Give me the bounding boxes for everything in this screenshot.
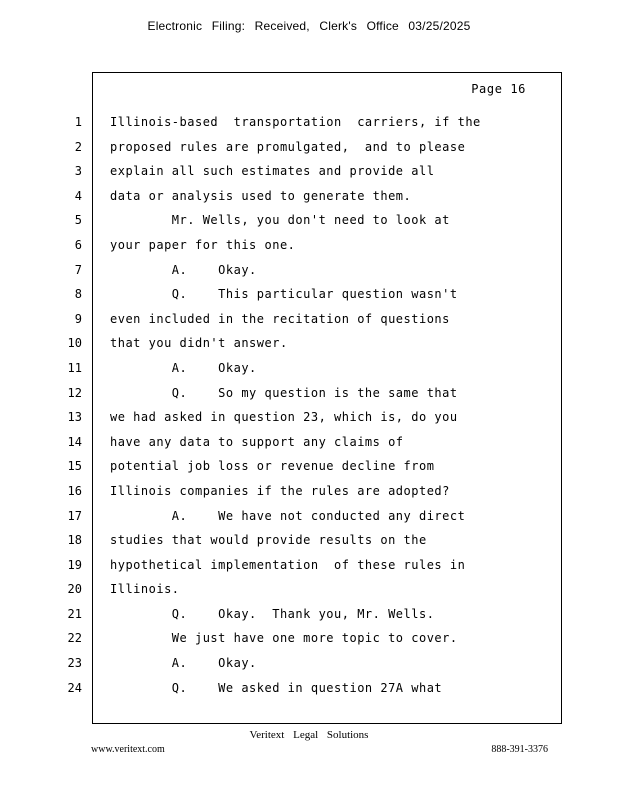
transcript-line bbox=[0, 626, 618, 651]
line-text: Q. Okay. Thank you, Mr. Wells. bbox=[110, 606, 435, 621]
line-text: have any data to support any claims of bbox=[110, 434, 404, 449]
transcript-line bbox=[0, 651, 618, 676]
transcript-line bbox=[0, 159, 618, 184]
transcript-line bbox=[0, 208, 618, 233]
transcript-line bbox=[0, 356, 618, 381]
line-number: 23 bbox=[67, 656, 82, 671]
line-text: We just have one more topic to cover. bbox=[110, 631, 458, 646]
line-text: A. Okay. bbox=[110, 656, 257, 671]
line-text: that you didn't answer. bbox=[110, 336, 288, 351]
line-text: A. Okay. bbox=[110, 262, 257, 277]
transcript-line bbox=[0, 405, 618, 430]
line-number: 5 bbox=[74, 213, 82, 228]
line-text: your paper for this one. bbox=[110, 237, 296, 252]
line-number: 6 bbox=[74, 237, 82, 252]
line-text: Q. So my question is the same that bbox=[110, 385, 458, 400]
line-number: 7 bbox=[74, 262, 82, 277]
line-text: A. We have not conducted any direct bbox=[110, 508, 466, 523]
line-text: even included in the recitation of questions bbox=[110, 311, 450, 326]
line-number: 17 bbox=[67, 508, 82, 523]
line-number: 14 bbox=[67, 434, 82, 449]
line-number: 20 bbox=[67, 582, 82, 597]
transcript-line bbox=[0, 258, 618, 283]
transcript-line bbox=[0, 676, 618, 701]
transcript-line bbox=[0, 233, 618, 258]
line-text: explain all such estimates and provide all bbox=[110, 164, 435, 179]
line-number: 1 bbox=[74, 115, 82, 129]
line-number: 10 bbox=[67, 336, 82, 351]
line-text: proposed rules are promulgated, and to please bbox=[110, 139, 466, 154]
line-number: 18 bbox=[67, 533, 82, 548]
transcript-line bbox=[0, 602, 618, 627]
line-text: Illinois. bbox=[110, 582, 180, 597]
transcript-line bbox=[0, 577, 618, 602]
transcript-line bbox=[0, 331, 618, 356]
line-text: studies that would provide results on the bbox=[110, 533, 427, 548]
line-number: 16 bbox=[67, 483, 82, 498]
line-text: we had asked in question 23, which is, do you bbox=[110, 410, 458, 425]
line-number: 19 bbox=[67, 557, 82, 572]
transcript-line bbox=[0, 504, 618, 529]
line-number: 24 bbox=[67, 680, 82, 695]
transcript-line bbox=[0, 553, 618, 578]
filing-stamp: Electronic Filing: Received, Clerk's Office 03/25/2025 bbox=[147, 19, 471, 33]
line-number: 3 bbox=[74, 164, 82, 179]
line-text: Illinois companies if the rules are adopted? bbox=[110, 483, 450, 498]
transcript-line bbox=[0, 430, 618, 455]
line-text: Q. This particular question wasn't bbox=[110, 287, 458, 302]
line-number: 12 bbox=[67, 385, 82, 400]
footer-company: Veritext Legal Solutions bbox=[249, 729, 369, 741]
transcript-line bbox=[0, 135, 618, 160]
line-number: 13 bbox=[67, 410, 82, 425]
line-text: potential job loss or revenue decline from bbox=[110, 459, 435, 474]
line-number: 8 bbox=[74, 287, 82, 302]
transcript-line bbox=[0, 307, 618, 332]
transcript-line bbox=[0, 381, 618, 406]
line-number: 2 bbox=[74, 139, 82, 154]
line-number: 22 bbox=[67, 631, 82, 646]
line-text: data or analysis used to generate them. bbox=[110, 188, 412, 203]
line-text: hypothetical implementation of these rules in bbox=[110, 557, 466, 572]
line-number: 21 bbox=[67, 606, 82, 621]
line-text: Q. We asked in question 27A what bbox=[110, 680, 443, 695]
transcript-line bbox=[0, 528, 618, 553]
line-number: 9 bbox=[74, 311, 82, 326]
transcript-line bbox=[0, 184, 618, 209]
transcript-line bbox=[0, 282, 618, 307]
line-number: 4 bbox=[74, 188, 82, 203]
line-text: Mr. Wells, you don't need to look at bbox=[110, 213, 450, 228]
transcript-lines bbox=[0, 110, 618, 700]
transcript-line bbox=[0, 479, 618, 504]
line-text: Illinois-based transportation carriers, if the bbox=[110, 115, 481, 129]
line-number: 11 bbox=[67, 360, 82, 375]
line-number: 15 bbox=[67, 459, 82, 474]
footer-phone: 888-391-3376 bbox=[491, 744, 548, 755]
footer-website: www.veritext.com bbox=[91, 744, 165, 755]
transcript-line bbox=[0, 110, 618, 135]
page-number: Page 16 bbox=[471, 82, 526, 96]
transcript-line bbox=[0, 454, 618, 479]
line-text: A. Okay. bbox=[110, 360, 257, 375]
